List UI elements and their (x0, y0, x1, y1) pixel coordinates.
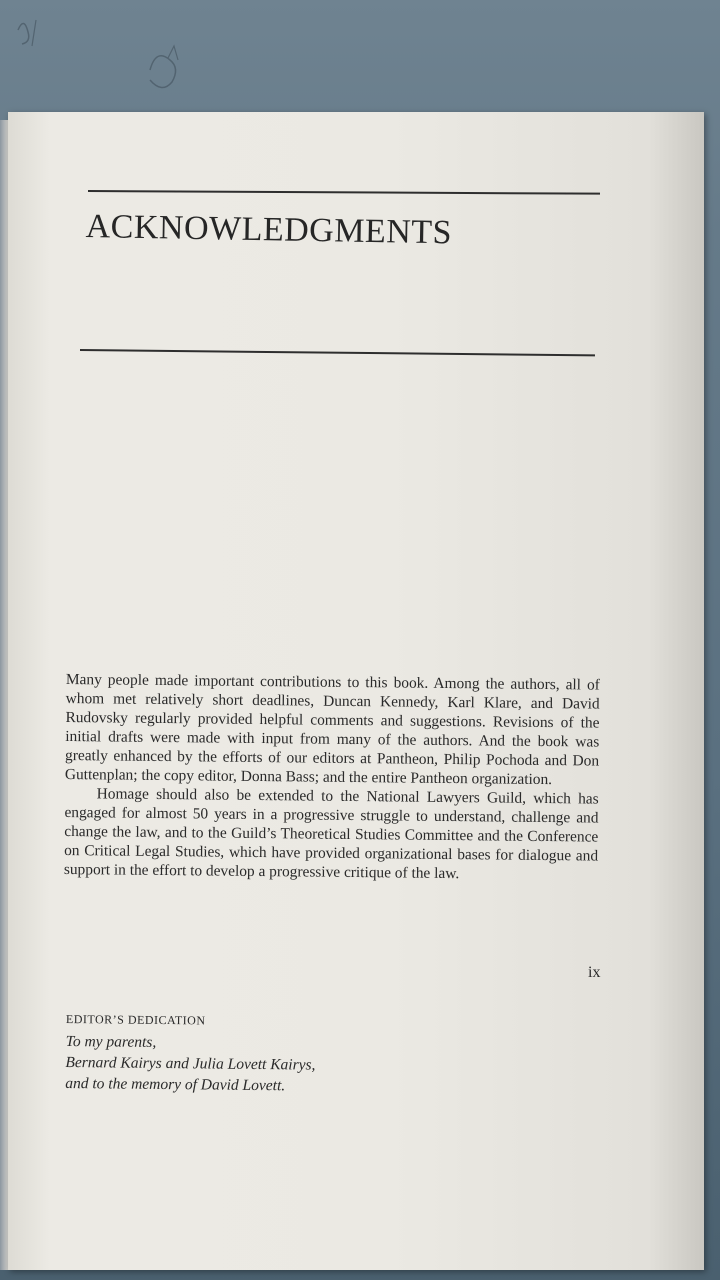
editors-dedication (65, 1012, 486, 1098)
dedication-line: and to the memory of David Lovett. (65, 1074, 286, 1095)
paragraph: Homage should also be extended to the National Lawyers Guild, which has engaged for almost 50 years in a progressive struggle to understand, challenge and change the law, and to the Guild’s Theoretical Studies Committee and the Conference on Critical Legal Studies, which have provided organizational bases for dialogue and support in the effort to develop a progressive critique of the law. (63, 785, 599, 883)
heading-bottom-rule (80, 349, 595, 356)
acknowledgments-text (64, 670, 600, 885)
dedication-line: To my parents, (65, 1032, 157, 1051)
background-sketch (0, 0, 260, 120)
page-number: ix (588, 964, 601, 981)
dedication-line: Bernard Kairys and Julia Lovett Kairys, (65, 1053, 316, 1074)
page-heading: ACKNOWLEDGMENTS (85, 208, 453, 252)
book-page (8, 112, 704, 1270)
paragraph: Many people made important contributions to this book. Among the authors, all of whom met relatively short deadlines, Duncan Kennedy, Karl Klare, and David Rudovsky regularly provided helpful comments and suggestions. Revisions of the initial drafts were made with input from many of the authors. And the book was greatly enhanced by the efforts of our editors at Pantheon, Philip Pochoda and Don Guttenplan; the copy editor, Donna Bass; and the entire Pantheon organization. (64, 670, 600, 789)
dedication-label: EDITOR’S DEDICATION (65, 1012, 206, 1028)
heading-top-rule (88, 190, 600, 195)
